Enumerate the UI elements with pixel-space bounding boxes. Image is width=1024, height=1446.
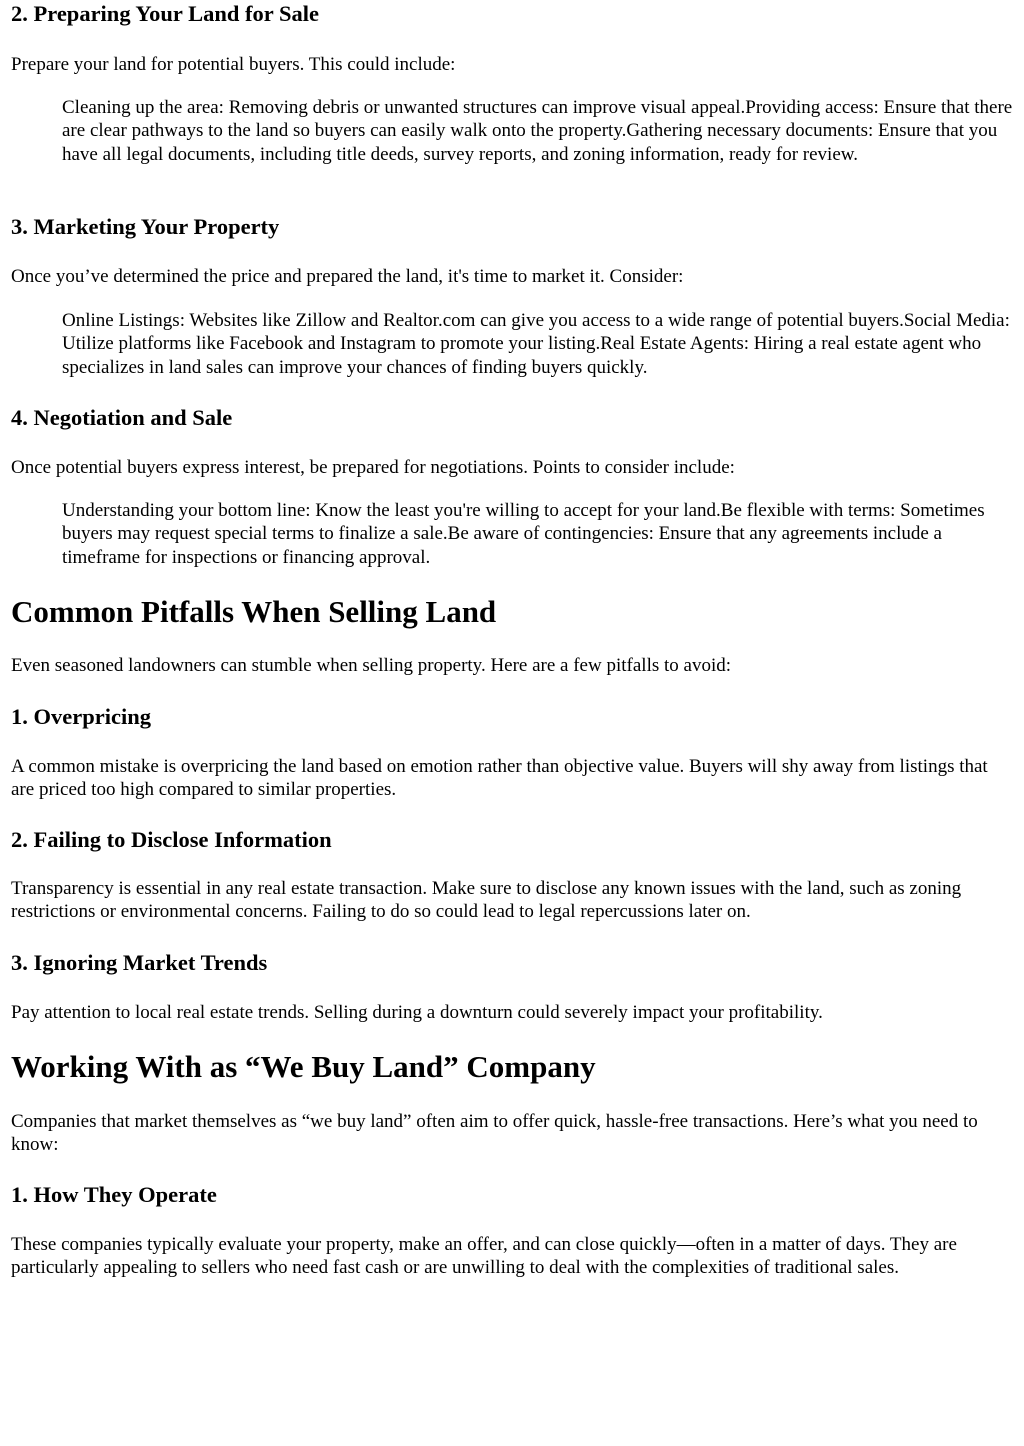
paragraph-marketing-intro: Once you’ve determined the price and prepared the land, it's time to market it. Consider: [11,266,684,287]
heading-common-pitfalls: Common Pitfalls When Selling Land [11,594,497,629]
heading-preparing-land: 2. Preparing Your Land for Sale [11,1,319,26]
blockquote-negotiation-points: Understanding your bottom line: Know the least you're willing to accept for your land.Be flexible with terms: Sometimes buyers may request special terms to finalize a sale.Be aware of contingencies: Ensure that any agreements include a timeframe for inspections or financing approval. [62,500,985,568]
heading-how-they-operate: 1. How They Operate [11,1182,217,1207]
paragraph-failing-disclose: Transparency is essential in any real estate transaction. Make sure to disclose any known issues with the land, such as zoning restrictions or environmental concerns. Failing to do so could lead to legal repercussions later on. [11,878,962,923]
paragraph-ignoring-trends: Pay attention to local real estate trends. Selling during a downturn could severely impact your profitability. [11,1002,823,1023]
paragraph-company-intro: Companies that market themselves as “we buy land” often aim to offer quick, hassle-free transactions. Here’s what you need to know: [11,1111,978,1156]
paragraph-negotiation-intro: Once potential buyers express interest, be prepared for negotiations. Points to consider include: [11,457,735,478]
blockquote-preparing-steps: Cleaning up the area: Removing debris or unwanted structures can improve visual appeal.Providing access: Ensure that there are clear pathways to the land so buyers can easily walk onto the property.Gathering necessary documents: Ensure that you have all legal documents, including title deeds, survey reports, and zoning information, ready for review. [62,97,1013,165]
heading-marketing-property: 3. Marketing Your Property [11,214,280,239]
heading-failing-disclose: 2. Failing to Disclose Information [11,827,332,852]
paragraph-pitfalls-intro: Even seasoned landowners can stumble when selling property. Here are a few pitfalls to avoid: [11,655,732,676]
paragraph-preparing-intro: Prepare your land for potential buyers. This could include: [11,54,456,75]
paragraph-how-they-operate: These companies typically evaluate your property, make an offer, and can close quickly—often in a matter of days. They are particularly appealing to sellers who need fast cash or are unwilling to deal with the complexities of traditional sales. [11,1234,957,1279]
heading-we-buy-land-company: Working With as “We Buy Land” Company [11,1049,596,1084]
heading-overpricing: 1. Overpricing [11,704,151,729]
blockquote-marketing-options: Online Listings: Websites like Zillow and Realtor.com can give you access to a wide range of potential buyers.Social Media: Utilize platforms like Facebook and Instagram to promote your listing.Real Estate Agents: Hiring a real estate agent who specializes in land sales can improve your chances of finding buyers quickly. [62,310,1010,378]
heading-negotiation-sale: 4. Negotiation and Sale [11,405,233,430]
heading-ignoring-trends: 3. Ignoring Market Trends [11,950,268,975]
paragraph-overpricing: A common mistake is overpricing the land based on emotion rather than objective value. Buyers will shy away from listings that are priced too high compared to similar properties. [11,756,988,801]
